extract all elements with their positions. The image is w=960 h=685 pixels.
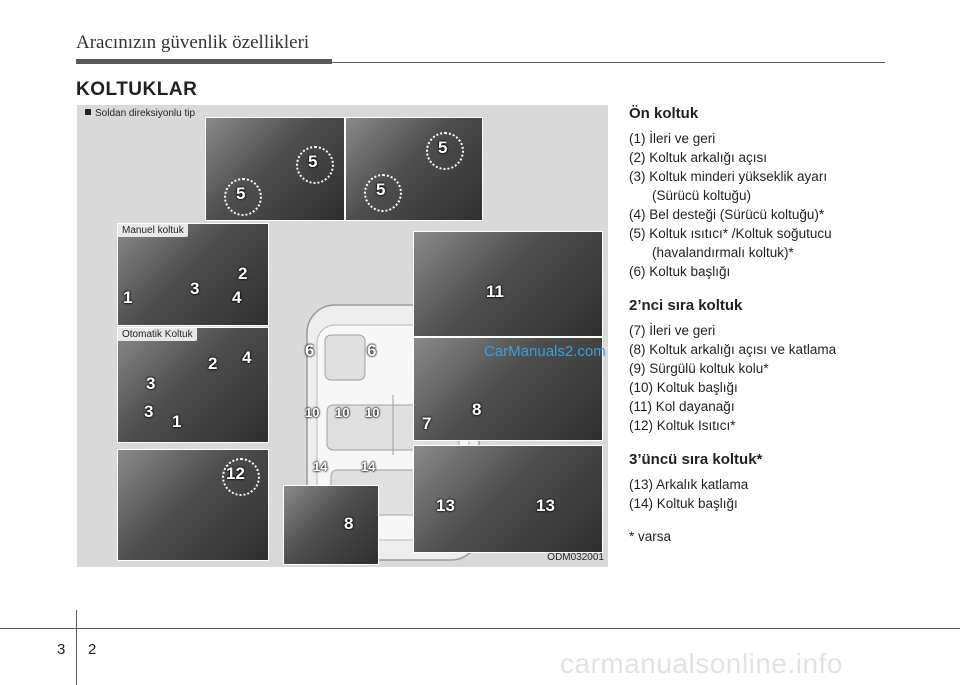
callout-7: 7: [422, 414, 432, 433]
seat-diagram: [77, 105, 608, 567]
callout-13: 13: [536, 496, 555, 515]
callout-14: 14: [361, 459, 376, 474]
figure-caption-text: Soldan direksiyonlu tip: [95, 108, 196, 119]
list-item: (13) Arkalık katlama: [629, 477, 749, 492]
list-item: (7) İleri ve geri: [629, 323, 716, 338]
callout-6: 6: [305, 341, 315, 360]
list-item: (Sürücü koltuğu): [652, 188, 752, 203]
callout-14: 14: [313, 459, 328, 474]
list-item: (14) Koltuk başlığı: [629, 496, 738, 511]
figure-code: ODM032001: [547, 552, 604, 563]
callout-5: 5: [438, 138, 448, 157]
callout-13: 13: [436, 496, 455, 515]
list-item: (6) Koltuk başlığı: [629, 264, 731, 279]
callout-10: 10: [365, 405, 380, 420]
legend-column: [629, 105, 929, 558]
callout-3: 3: [144, 402, 154, 421]
inset-armrest: [413, 231, 603, 337]
footnote: * varsa: [629, 529, 672, 544]
footer-rule: [0, 628, 960, 629]
auto-seat-label: Otomatik Koltuk: [118, 328, 197, 341]
callout-10: 10: [335, 405, 350, 420]
list-item: (4) Bel desteği (Sürücü koltuğu)*: [629, 207, 825, 222]
list-item: (2) Koltuk arkalığı açısı: [629, 150, 768, 165]
figure-caption: [85, 108, 195, 119]
inset-auto-seat: [117, 327, 269, 443]
inset-manual-seat: [117, 223, 269, 326]
callout-3: 3: [146, 374, 156, 393]
page-number: 2: [88, 641, 97, 658]
list-item: (1) İleri ve geri: [629, 131, 716, 146]
callout-8: 8: [344, 514, 354, 533]
callout-10: 10: [305, 405, 320, 420]
callout-2: 2: [238, 264, 248, 283]
inset-seat-lever: [283, 485, 379, 565]
callout-5: 5: [308, 152, 318, 171]
list-item: (havalandırmalı koltuk)*: [652, 245, 794, 260]
callout-1: 1: [172, 412, 182, 431]
list-item: (3) Koltuk minderi yükseklik ayarı: [629, 169, 828, 184]
callout-11: 11: [486, 282, 504, 301]
callout-1: 1: [123, 288, 133, 307]
callout-5: 5: [376, 180, 386, 199]
front-seat-heading: Ön koltuk: [629, 105, 699, 122]
list-item: (5) Koltuk ısıtıcı* /Koltuk soğutucu: [629, 226, 832, 241]
second-row-heading: 2’nci sıra koltuk: [629, 297, 743, 314]
list-item: (11) Kol dayanağı: [629, 399, 735, 414]
list-item: (10) Koltuk başlığı: [629, 380, 738, 395]
site-watermark: carmanualsonline.info: [560, 648, 843, 679]
list-item: (9) Sürgülü koltuk kolu*: [629, 361, 769, 376]
image-watermark: CarManuals2.com: [484, 343, 606, 360]
chapter-number: 3: [57, 641, 66, 658]
inset-heater-switch: [117, 449, 269, 561]
callout-12: 12: [226, 464, 245, 483]
header-title: Aracınızın güvenlik özellikleri: [76, 32, 310, 53]
inset-third-row-seat: [413, 445, 603, 553]
square-bullet-icon: [85, 109, 91, 115]
callout-6: 6: [367, 341, 377, 360]
header-rule-thin: [332, 62, 885, 63]
inset-door-switch: [205, 117, 345, 221]
callout-4: 4: [232, 288, 242, 307]
list-item: (8) Koltuk arkalığı açısı ve katlama: [629, 342, 837, 357]
callout-5: 5: [236, 184, 246, 203]
section-title: KOLTUKLAR: [76, 79, 198, 100]
callout-2: 2: [208, 354, 218, 373]
callout-4: 4: [242, 348, 252, 367]
manual-seat-label: Manuel koltuk: [118, 224, 188, 237]
footer-divider: [76, 610, 77, 685]
list-item: (12) Koltuk Isıtıcı*: [629, 418, 736, 433]
third-row-heading: 3’üncü sıra koltuk*: [629, 451, 763, 468]
callout-3: 3: [190, 279, 200, 298]
callout-8: 8: [472, 400, 482, 419]
header-rule: [76, 59, 332, 64]
inset-console: [345, 117, 483, 221]
